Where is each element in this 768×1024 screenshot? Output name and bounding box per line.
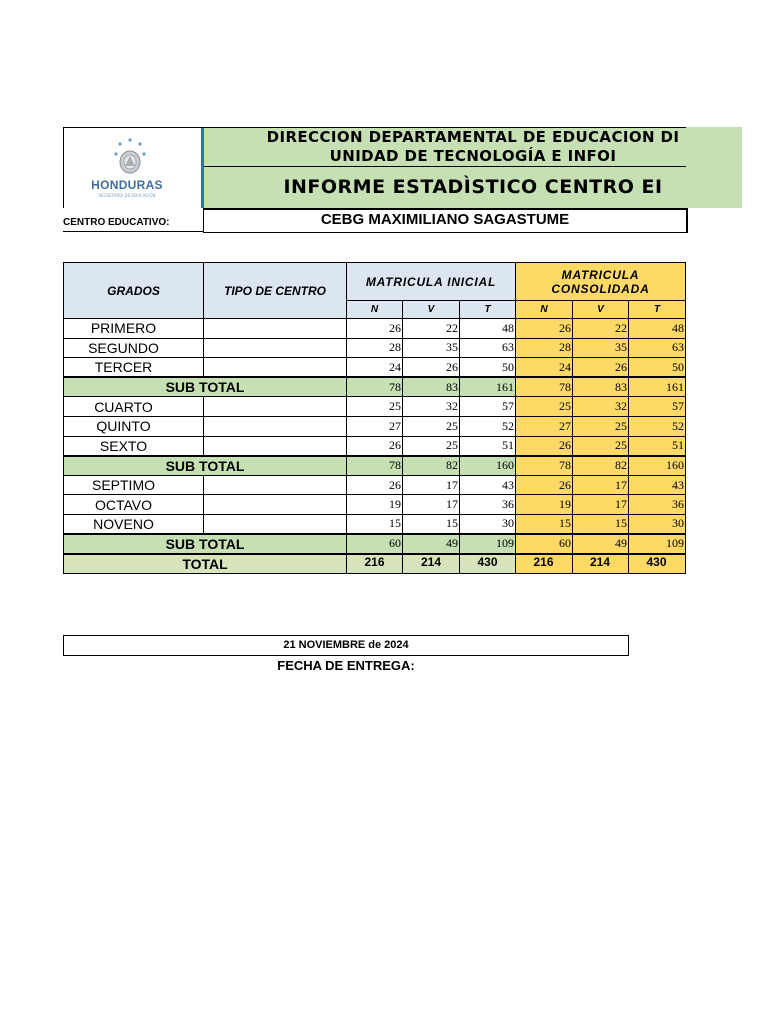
inicial-n-cell: 78	[347, 456, 403, 476]
consolidada-n-cell: 19	[516, 495, 573, 515]
consolidada-n-cell: 28	[516, 338, 573, 358]
table-row	[64, 416, 686, 436]
inicial-v-cell: 22	[403, 319, 460, 339]
header-direccion: DIRECCION DEPARTAMENTAL DE EDUCACION DI	[204, 127, 686, 148]
subheader-v: V	[403, 301, 460, 319]
tipo-centro-cell[interactable]	[204, 319, 347, 339]
subtotal-label: SUB TOTAL	[64, 534, 347, 554]
inicial-n-cell: 24	[347, 358, 403, 378]
inicial-t-cell: 161	[460, 377, 516, 397]
inicial-v-cell: 83	[403, 377, 460, 397]
grade-name: TERCER	[64, 358, 204, 378]
inicial-n-cell: 26	[347, 319, 403, 339]
consolidada-n-cell: 25	[516, 397, 573, 417]
grade-name: QUINTO	[64, 416, 204, 436]
inicial-t-cell: 160	[460, 456, 516, 476]
total-ini-n: 216	[347, 554, 403, 574]
consolidada-t-cell: 52	[629, 416, 686, 436]
grade-name: CUARTO	[64, 397, 204, 417]
subtotal-row	[64, 456, 686, 476]
total-label: TOTAL	[64, 554, 347, 574]
consolidada-v-cell: 17	[573, 475, 629, 495]
tipo-centro-cell[interactable]	[204, 338, 347, 358]
table-row	[64, 319, 686, 339]
tipo-centro-cell[interactable]	[204, 514, 347, 534]
inicial-t-cell: 57	[460, 397, 516, 417]
subheader-t: T	[460, 301, 516, 319]
consolidada-n-cell: 78	[516, 377, 573, 397]
inicial-n-cell: 19	[347, 495, 403, 515]
subheader-n: N	[347, 301, 403, 319]
header-band-overflow	[686, 127, 742, 208]
grade-name: SEXTO	[64, 436, 204, 456]
consolidada-t-cell: 30	[629, 514, 686, 534]
tipo-centro-cell[interactable]	[204, 475, 347, 495]
grade-name: PRIMERO	[64, 319, 204, 339]
centro-educativo-label: CENTRO EDUCATIVO:	[63, 208, 203, 232]
consolidada-v-cell: 17	[573, 495, 629, 515]
centro-educativo-value: CEBG MAXIMILIANO SAGASTUME	[203, 208, 688, 233]
inicial-v-cell: 17	[403, 475, 460, 495]
inicial-t-cell: 52	[460, 416, 516, 436]
column-header-tipo-centro: TIPO DE CENTRO	[204, 263, 347, 319]
consolidada-t-cell: 36	[629, 495, 686, 515]
report-title: INFORME ESTADÌSTICO CENTRO EI	[204, 167, 686, 208]
fecha-entrega-value: 21 NOVIEMBRE de 2024	[63, 635, 629, 656]
table-row	[64, 358, 686, 378]
inicial-n-cell: 15	[347, 514, 403, 534]
consolidada-v-cell: 25	[573, 416, 629, 436]
consolidada-t-cell: 57	[629, 397, 686, 417]
total-con-n: 216	[516, 554, 573, 574]
subheader-v: V	[573, 301, 629, 319]
consolidada-t-cell: 51	[629, 436, 686, 456]
inicial-t-cell: 50	[460, 358, 516, 378]
tipo-centro-cell[interactable]	[204, 436, 347, 456]
logo-subtext: SECRETARÍA DE EDUCACIÓN	[98, 193, 156, 198]
consolidada-n-cell: 15	[516, 514, 573, 534]
subheader-t: T	[629, 301, 686, 319]
total-ini-v: 214	[403, 554, 460, 574]
column-header-matricula-inicial: MATRICULA INICIAL	[347, 263, 516, 301]
consolidada-v-cell: 83	[573, 377, 629, 397]
inicial-n-cell: 27	[347, 416, 403, 436]
consolidada-v-cell: 22	[573, 319, 629, 339]
consolidada-v-cell: 32	[573, 397, 629, 417]
consolidada-t-cell: 43	[629, 475, 686, 495]
consolidada-line-2: CONSOLIDADA	[551, 281, 650, 296]
table-row	[64, 495, 686, 515]
table-row	[64, 436, 686, 456]
grade-name: SEPTIMO	[64, 475, 204, 495]
grade-name: NOVENO	[64, 514, 204, 534]
consolidada-n-cell: 26	[516, 319, 573, 339]
consolidada-v-cell: 26	[573, 358, 629, 378]
grade-name: OCTAVO	[64, 495, 204, 515]
grade-name: SEGUNDO	[64, 338, 204, 358]
inicial-v-cell: 35	[403, 338, 460, 358]
column-header-matricula-consolidada	[516, 263, 686, 301]
consolidada-v-cell: 25	[573, 436, 629, 456]
consolidada-t-cell: 109	[629, 534, 686, 554]
total-ini-t: 430	[460, 554, 516, 574]
inicial-v-cell: 25	[403, 416, 460, 436]
inicial-t-cell: 36	[460, 495, 516, 515]
inicial-n-cell: 26	[347, 436, 403, 456]
inicial-v-cell: 32	[403, 397, 460, 417]
table-row	[64, 397, 686, 417]
consolidada-n-cell: 60	[516, 534, 573, 554]
inicial-v-cell: 82	[403, 456, 460, 476]
subtotal-row	[64, 377, 686, 397]
consolidada-v-cell: 35	[573, 338, 629, 358]
inicial-v-cell: 25	[403, 436, 460, 456]
table-row	[64, 475, 686, 495]
consolidada-line-1: MATRICULA	[561, 267, 640, 282]
header-unidad: UNIDAD DE TECNOLOGÍA E INFOI	[204, 147, 686, 167]
consolidada-v-cell: 49	[573, 534, 629, 554]
table-row	[64, 338, 686, 358]
header-block	[204, 127, 686, 208]
consolidada-t-cell: 48	[629, 319, 686, 339]
inicial-n-cell: 26	[347, 475, 403, 495]
inicial-t-cell: 63	[460, 338, 516, 358]
inicial-t-cell: 43	[460, 475, 516, 495]
subheader-n: N	[516, 301, 573, 319]
inicial-t-cell: 51	[460, 436, 516, 456]
consolidada-n-cell: 78	[516, 456, 573, 476]
consolidada-n-cell: 27	[516, 416, 573, 436]
total-con-v: 214	[573, 554, 629, 574]
subtotal-label: SUB TOTAL	[64, 456, 347, 476]
consolidada-v-cell: 82	[573, 456, 629, 476]
consolidada-t-cell: 160	[629, 456, 686, 476]
consolidada-t-cell: 63	[629, 338, 686, 358]
table-row	[64, 514, 686, 534]
consolidada-n-cell: 24	[516, 358, 573, 378]
tipo-centro-cell[interactable]	[204, 358, 347, 378]
inicial-v-cell: 26	[403, 358, 460, 378]
fecha-entrega-label: FECHA DE ENTREGA:	[277, 658, 415, 673]
column-header-grados: GRADOS	[64, 263, 204, 319]
coat-of-arms-icon	[112, 136, 148, 180]
tipo-centro-cell[interactable]	[204, 397, 347, 417]
inicial-n-cell: 60	[347, 534, 403, 554]
inicial-n-cell: 25	[347, 397, 403, 417]
subtotal-row	[64, 534, 686, 554]
tipo-centro-cell[interactable]	[204, 416, 347, 436]
total-con-t: 430	[629, 554, 686, 574]
subtotal-label: SUB TOTAL	[64, 377, 347, 397]
inicial-t-cell: 30	[460, 514, 516, 534]
logo	[63, 127, 204, 208]
inicial-t-cell: 48	[460, 319, 516, 339]
consolidada-n-cell: 26	[516, 436, 573, 456]
enrollment-table	[63, 262, 686, 574]
consolidada-t-cell: 161	[629, 377, 686, 397]
consolidada-v-cell: 15	[573, 514, 629, 534]
tipo-centro-cell[interactable]	[204, 495, 347, 515]
inicial-n-cell: 78	[347, 377, 403, 397]
consolidada-n-cell: 26	[516, 475, 573, 495]
inicial-v-cell: 15	[403, 514, 460, 534]
consolidada-t-cell: 50	[629, 358, 686, 378]
logo-text: HONDURAS	[91, 178, 163, 192]
inicial-v-cell: 17	[403, 495, 460, 515]
inicial-v-cell: 49	[403, 534, 460, 554]
inicial-n-cell: 28	[347, 338, 403, 358]
inicial-t-cell: 109	[460, 534, 516, 554]
